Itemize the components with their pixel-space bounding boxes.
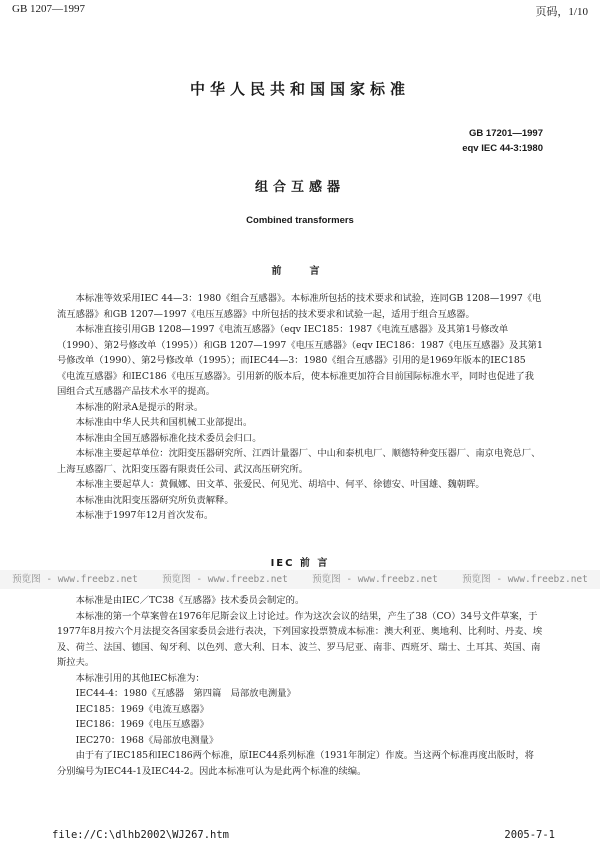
document-english-title: Combined transformers — [246, 215, 354, 226]
watermark-text: 预览图 - www.freebz.net — [312, 574, 438, 585]
iec-foreword-body — [57, 593, 543, 779]
foreword-body — [57, 291, 543, 524]
watermark-banner — [0, 570, 600, 589]
watermark-text: 预览图 - www.freebz.net — [462, 574, 588, 585]
iec-foreword-heading: IEC 前 言 — [270, 558, 330, 569]
standard-equivalence: eqv IEC 44-3:1980 — [462, 143, 543, 154]
foreword-paragraph: 本标准的附录A是提示的附录。 — [75, 401, 204, 413]
footer-date: 2005-7-1 — [504, 829, 555, 841]
referenced-standard: IEC186：1969《电压互感器》 — [75, 719, 209, 730]
referenced-standard: IEC270：1968《局部放电测量》 — [75, 734, 219, 746]
foreword-paragraph: 本标准等效采用IEC 44—3：1980《组合互感器》。本标准所包括的技术要求和试验，连同GB 1208—1997《电流互感器》和GB 1207—1997《电压互感器》中所包括的技术要求和试验一起，适用于组合互感器。 — [57, 293, 542, 320]
document-title: 组合互感器 — [254, 180, 345, 195]
foreword-paragraph: 本标准主要起草人：黄佩娜、田文革、张爱民、何见光、胡培中、何平、徐德安、叶国雄、魏朝晖。 — [75, 479, 485, 490]
referenced-standard: IEC44-4：1980《互感器 第四篇 局部放电测量》 — [75, 688, 296, 699]
header-standard-code: GB 1207—1997 — [12, 3, 86, 15]
foreword-paragraph: 本标准由沈阳变压器研究所负责解释。 — [75, 494, 234, 506]
iec-foreword-closing: 由于有了IEC185和IEC186两个标准，原IEC44系列标准（1931年制定）作废。当这两个标准再度出版时，将分别编号为IEC44-1及IEC44-2。因此本标准可认为是此两个标准的续编。 — [57, 750, 534, 777]
foreword-paragraph: 本标准主要起草单位：沈阳变压器研究所、江西计量器厂、中山和泰机电厂、顺德特种变压器厂、南京电瓷总厂、上海互感器厂、沈阳变压器有限责任公司、武汉高压研究所。 — [57, 448, 541, 475]
foreword-heading: 前 言 — [271, 266, 329, 277]
iec-foreword-paragraph: 本标准是由IEC／TC38《互感器》技术委员会制定的。 — [75, 595, 305, 606]
iec-foreword-paragraph: 本标准的第一个草案曾在1976年尼斯会议上讨论过。作为这次会议的结果，产生了38（CO）34号文件草案，于1977年8月按六个月法提交各国家委员会进行表决，下列国家投票赞成本标准：澳大利亚、奥地利、比利时、丹麦、埃及、荷兰、法国、德国、匈牙利、以色列、意大利、日本、波兰、罗马尼亚、南非、西班牙、瑞士、土耳其、英国、南斯拉夫。 — [57, 610, 543, 668]
footer-file-path: file://C:\dlhb2002\WJ267.htm — [52, 829, 230, 841]
foreword-paragraph: 本标准直接引用GB 1208—1997《电流互感器》（eqv IEC185：1987《电流互感器》及其第1号修改单（1990）、第2号修改单（1995））和GB 1207—1997《电压互感器》（eqv IEC186：1987《电压互感器》及其第1号修改单（1990）、第2号修改单（1995）；而IEC44—3：1980《组合互感器》引用的是1969年版本的IEC185《电流互感器》和IEC186《电压互感器》。引用新的版本后，使本标准更加符合目前国际标准水平，同时也促进了我国组合式互感器产品技术水平的提高。 — [57, 324, 543, 397]
foreword-paragraph: 本标准由中华人民共和国机械工业部提出。 — [75, 417, 253, 428]
watermark-text: 预览图 - www.freebz.net — [162, 574, 288, 585]
foreword-paragraph: 本标准由全国互感器标准化技术委员会归口。 — [75, 432, 262, 444]
header-page-number: 页码，1/10 — [535, 6, 588, 18]
iec-foreword-paragraph: 本标准引用的其他IEC标准为： — [75, 672, 205, 684]
standard-number: GB 17201—1997 — [469, 128, 543, 139]
foreword-paragraph: 本标准于1997年12月首次发布。 — [75, 510, 214, 521]
watermark-text: 预览图 - www.freebz.net — [12, 574, 138, 585]
national-standard-heading: 中华人民共和国国家标准 — [189, 80, 410, 98]
referenced-standard: IEC185：1969《电流互感器》 — [75, 703, 209, 715]
